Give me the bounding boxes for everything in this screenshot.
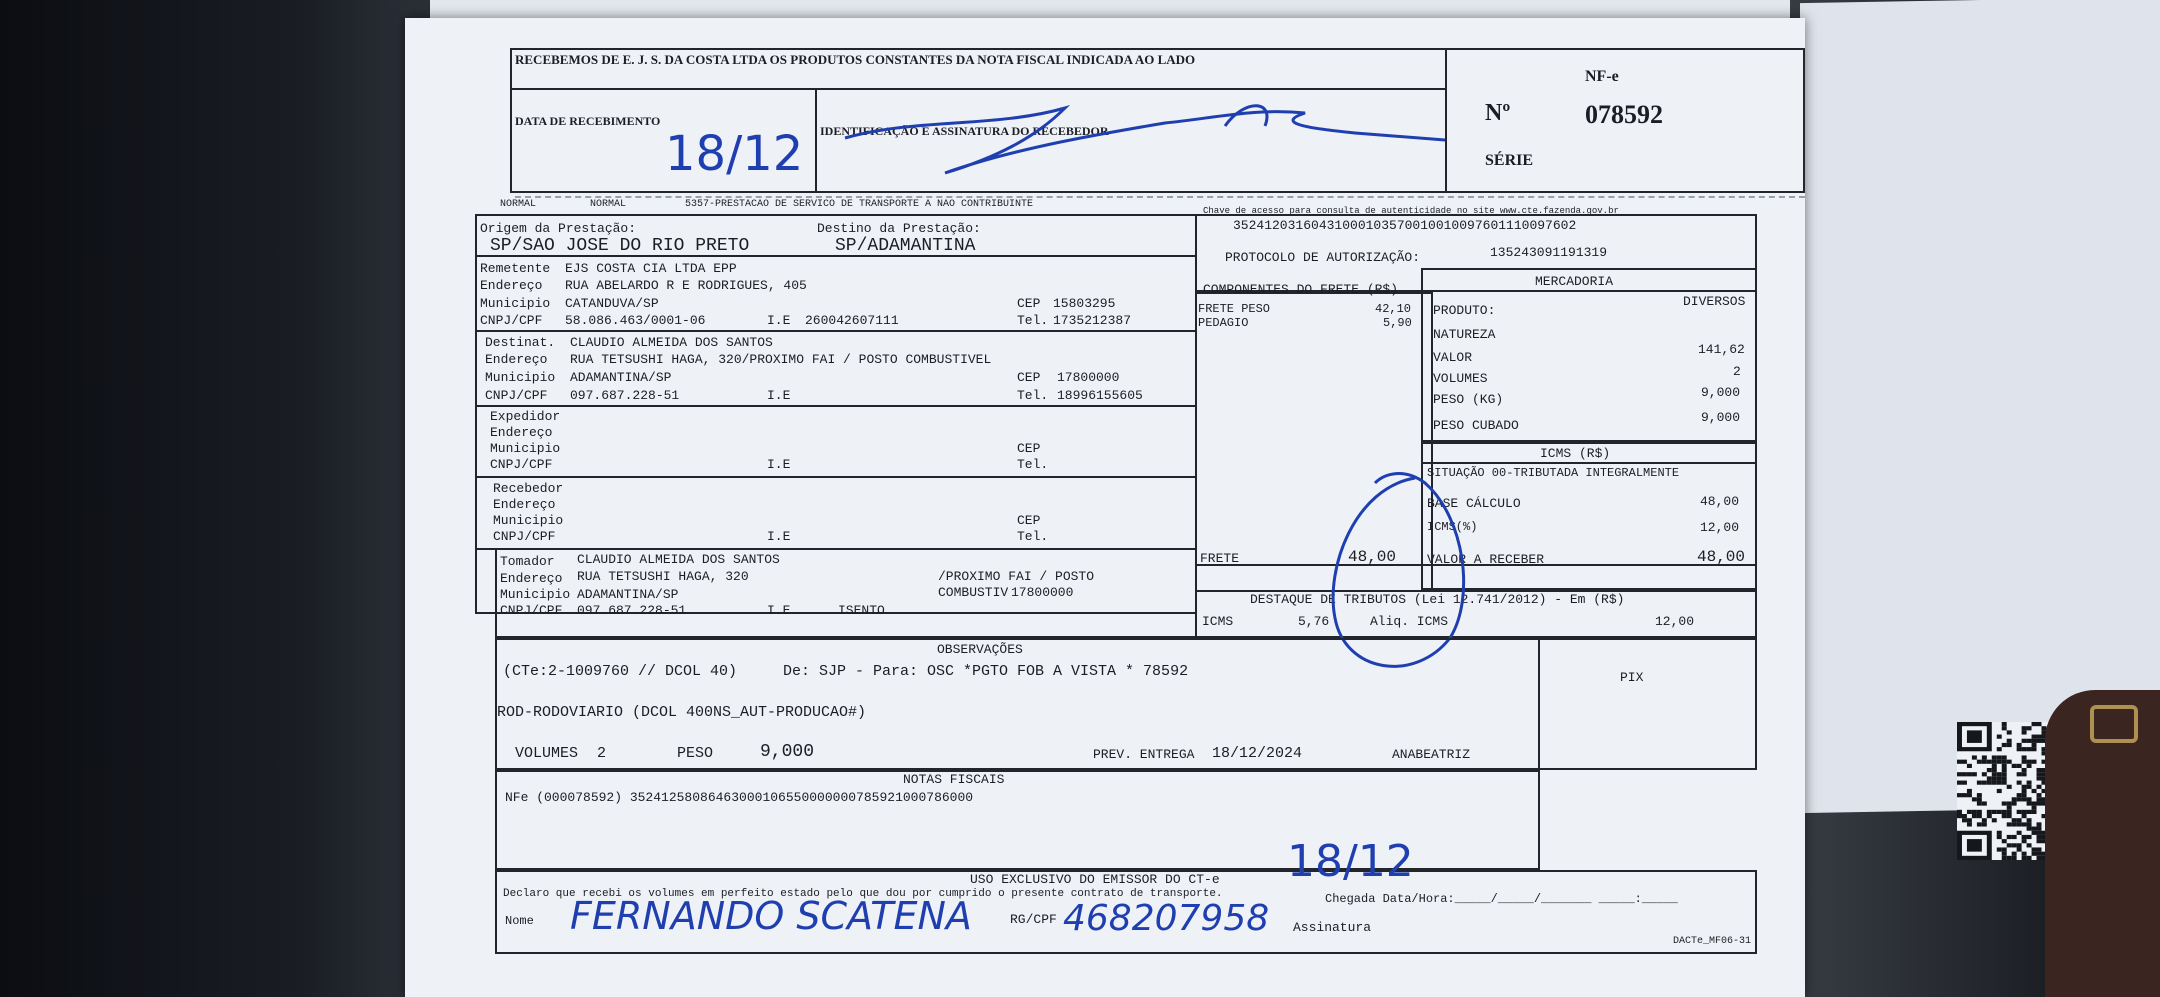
remetente-cep: 15803295 — [1053, 296, 1116, 311]
access-note: Chave de acesso para consulta de autenticidade no site www.cte.fazenda.gov.br — [1203, 206, 1619, 216]
tomador-ie: ISENTO — [838, 603, 885, 618]
pix-label: PIX — [1620, 670, 1644, 685]
nfe-number: 078592 — [1585, 100, 1663, 129]
protocol: 135243091191319 — [1490, 245, 1608, 260]
obs-line1: (CTe:2-1009760 // DCOL 40) — [503, 663, 738, 680]
obs-volumes-label: VOLUMES — [515, 745, 579, 762]
icms-aliq: 12,00 — [1700, 520, 1740, 535]
expedidor-addr-label: Endereço — [490, 425, 553, 440]
access-key: 35241203160431000103570010010097601110097602 — [1233, 218, 1577, 233]
expedidor-mun-label: Municipio — [490, 441, 561, 456]
remetente-tel: 1735212387 — [1053, 313, 1132, 328]
dest-party-doc: 097.687.228-51 — [570, 388, 680, 403]
uso-declaro: Declaro que recebi os volumes em perfeito estado pelo que dou por cumprido o presente contrato de transporte. — [503, 888, 1223, 900]
recebedor-tel-label: Tel. — [1017, 529, 1049, 544]
uso-form: DACTe_MF06-31 — [1673, 936, 1752, 947]
dest-party-cep-label: CEP — [1017, 370, 1041, 385]
expedidor-tel-label: Tel. — [1017, 457, 1049, 472]
volumes-label: VOLUMES — [1433, 371, 1488, 386]
dest-party-addr: RUA TETSUSHI HAGA, 320/PROXIMO FAI / POSTO COMBUSTIVEL — [570, 352, 992, 367]
cfop: 5357-PRESTACAO DE SERVICO DE TRANSPORTE A NAO CONTRIBUINTE — [685, 199, 1034, 210]
tear-edge — [515, 196, 1805, 198]
recebedor-cep-label: CEP — [1017, 513, 1041, 528]
produto-label: PRODUTO: — [1433, 303, 1496, 318]
obs-peso: 9,000 — [760, 742, 815, 762]
remetente-doc: 58.086.463/0001-06 — [565, 313, 706, 328]
uso-rg-label: RG/CPF — [1010, 912, 1057, 927]
valor-receber-label: VALOR A RECEBER — [1427, 552, 1545, 567]
tomador-mun-label: Municipio — [500, 587, 571, 602]
origin: SP/SAO JOSE DO RIO PRETO — [490, 236, 750, 256]
obs-volumes: 2 — [597, 745, 607, 762]
tomador-mun: ADAMANTINA/SP — [577, 587, 679, 602]
base: 48,00 — [1700, 494, 1740, 509]
bag-buckle — [2090, 705, 2138, 743]
frete-item-label: FRETE PESO — [1198, 302, 1271, 316]
obs-title: OBSERVAÇÕES — [937, 642, 1023, 657]
remetente-addr-label: Endereço — [480, 278, 543, 293]
remetente-doc-label: CNPJ/CPF — [480, 313, 543, 328]
dest-party-mun-label: Municipio — [485, 370, 556, 385]
frete-item-value: 42,10 — [1375, 302, 1412, 316]
protocol-label: PROTOCOLO DE AUTORIZAÇÃO: — [1225, 250, 1421, 265]
nfe-label: NF-e — [1585, 68, 1619, 85]
tomador-addr2: /PROXIMO FAI / POSTO — [938, 569, 1095, 584]
origin-label: Origem da Prestação: — [480, 221, 637, 236]
remetente-label: Remetente — [480, 261, 551, 276]
obs-user: ANABEATRIZ — [1392, 747, 1471, 762]
tributos-title: DESTAQUE DE TRIBUTOS (Lei 12.741/2012) - Em (R$) — [1250, 592, 1625, 607]
natureza-label: NATUREZA — [1433, 327, 1496, 342]
uso-nome-label: Nome — [505, 914, 534, 928]
valor-label: VALOR — [1433, 350, 1473, 365]
expedidor-doc-label: CNPJ/CPF — [490, 457, 553, 472]
receipt-signature-label: IDENTIFICAÇÃO E ASSINATURA DO RECEBEDOR — [820, 124, 1109, 138]
receipt-signature-scribble — [835, 78, 1455, 188]
dest-party-tel-label: Tel. — [1017, 388, 1049, 403]
peso: 9,000 — [1701, 385, 1741, 400]
notas-title: NOTAS FISCAIS — [903, 772, 1005, 787]
recebedor-ie-label: I.E — [767, 529, 791, 544]
recebedor-addr-label: Endereço — [493, 497, 556, 512]
dest-party-name: CLAUDIO ALMEIDA DOS SANTOS — [570, 335, 773, 350]
tomador-doc-label: CNPJ/CPF — [500, 603, 563, 618]
frete-item-value: 5,90 — [1383, 316, 1412, 330]
dest-party-doc-label: CNPJ/CPF — [485, 388, 548, 403]
obs-line2: ROD-RODOVIARIO (DCOL 400NS_AUT-PRODUCAO#) — [497, 704, 867, 721]
handwritten-arrival-date: 18/12 — [1287, 836, 1414, 887]
volumes: 2 — [1733, 364, 1741, 379]
tributos-icms: 5,76 — [1298, 614, 1330, 629]
icms-title: ICMS (R$) — [1540, 446, 1611, 461]
obs-line1b: De: SJP - Para: OSC *PGTO FOB A VISTA * 78592 — [783, 663, 1189, 680]
uso-chegada: Chegada Data/Hora:_____/_____/_______ _____:_____ — [1325, 892, 1678, 906]
recebedor-label: Recebedor — [493, 481, 564, 496]
frete-title: COMPONENTES DO FRETE (R$) — [1203, 282, 1399, 297]
recebedor-doc-label: CNPJ/CPF — [493, 529, 556, 544]
recebedor-mun-label: Municipio — [493, 513, 564, 528]
remetente-name: EJS COSTA CIA LTDA EPP — [565, 261, 737, 276]
produto: DIVERSOS — [1683, 294, 1746, 309]
receipt-date-label: DATA DE RECEBIMENTO — [515, 114, 661, 128]
type: NORMAL — [590, 199, 627, 210]
handwritten-receipt-date: 18/12 — [665, 126, 804, 182]
icms-aliq-label: ICMS(%) — [1427, 520, 1478, 534]
cte-document — [405, 18, 1805, 997]
tomador-addr3: COMBUSTIV — [938, 585, 1009, 600]
notas-nfe: NFe (000078592) 35241258086463000106550000000785921000786000 — [505, 790, 974, 805]
dest-party-mun: ADAMANTINA/SP — [570, 370, 672, 385]
frete-total-label: FRETE — [1200, 551, 1240, 566]
prev-label: PREV. ENTREGA — [1093, 747, 1195, 762]
modal: NORMAL — [500, 199, 537, 210]
dest-party-tel: 18996155605 — [1057, 388, 1143, 403]
peso-label: PESO (KG) — [1433, 392, 1504, 407]
icms-situacao: SITUAÇÃO 00-TRIBUTADA INTEGRALMENTE — [1427, 466, 1680, 480]
remetente-mun-label: Municipio — [480, 296, 551, 311]
handwritten-rg: 468207958 — [1063, 898, 1270, 939]
remetente-mun: CATANDUVA/SP — [565, 296, 659, 311]
remetente-tel-label: Tel. — [1017, 313, 1049, 328]
tributos-icms-label: ICMS — [1202, 614, 1234, 629]
remetente-addr: RUA ABELARDO R E RODRIGUES, 405 — [565, 278, 807, 293]
remetente-cep-label: CEP — [1017, 296, 1041, 311]
frete-total: 48,00 — [1348, 548, 1397, 566]
uso-title: USO EXCLUSIVO DO EMISSOR DO CT-e — [970, 872, 1220, 887]
mercadoria-title: MERCADORIA — [1535, 274, 1614, 289]
expedidor-cep-label: CEP — [1017, 441, 1041, 456]
dest-label: Destino da Prestação: — [817, 221, 981, 236]
obs-peso-label: PESO — [677, 745, 714, 762]
frete-item-label: PEDAGIO — [1198, 316, 1249, 330]
tomador-name: CLAUDIO ALMEIDA DOS SANTOS — [577, 552, 780, 567]
handwritten-name: FERNANDO SCATENA — [570, 894, 972, 938]
tomador-addr-label: Endereço — [500, 571, 563, 586]
valor-receber: 48,00 — [1697, 548, 1746, 566]
tomador-cep: 17800000 — [1011, 585, 1074, 600]
serie-label: SÉRIE — [1485, 152, 1534, 169]
tributos-aliq-label: Aliq. ICMS — [1370, 614, 1449, 629]
remetente-ie: 260042607111 — [805, 313, 899, 328]
dest-party-addr-label: Endereço — [485, 352, 548, 367]
expedidor-label: Expedidor — [490, 409, 561, 424]
dest-party-ie-label: I.E — [767, 388, 791, 403]
dest-party-cep: 17800000 — [1057, 370, 1120, 385]
tributos-aliq: 12,00 — [1655, 614, 1695, 629]
valor: 141,62 — [1698, 342, 1745, 357]
tomador-addr: RUA TETSUSHI HAGA, 320 — [577, 569, 749, 584]
expedidor-ie-label: I.E — [767, 457, 791, 472]
peso-cubado-label: PESO CUBADO — [1433, 418, 1519, 433]
tomador-ie-label: I.E. — [767, 603, 799, 618]
prev: 18/12/2024 — [1212, 745, 1303, 762]
remetente-ie-label: I.E — [767, 313, 791, 328]
uso-assinatura-label: Assinatura — [1293, 920, 1372, 935]
tomador-doc: 097.687.228-51 — [577, 603, 687, 618]
dest-party-label: Destinat. — [485, 335, 556, 350]
number-label: Nº — [1485, 100, 1511, 126]
receipt-statement: RECEBEMOS DE E. J. S. DA COSTA LTDA OS PRODUTOS CONSTANTES DA NOTA FISCAL INDICADA AO LADO — [515, 52, 1196, 67]
dest: SP/ADAMANTINA — [835, 236, 976, 256]
tomador-label: Tomador — [500, 554, 555, 569]
peso-cubado: 9,000 — [1701, 410, 1741, 425]
base-label: BASE CÁLCULO — [1427, 496, 1521, 511]
